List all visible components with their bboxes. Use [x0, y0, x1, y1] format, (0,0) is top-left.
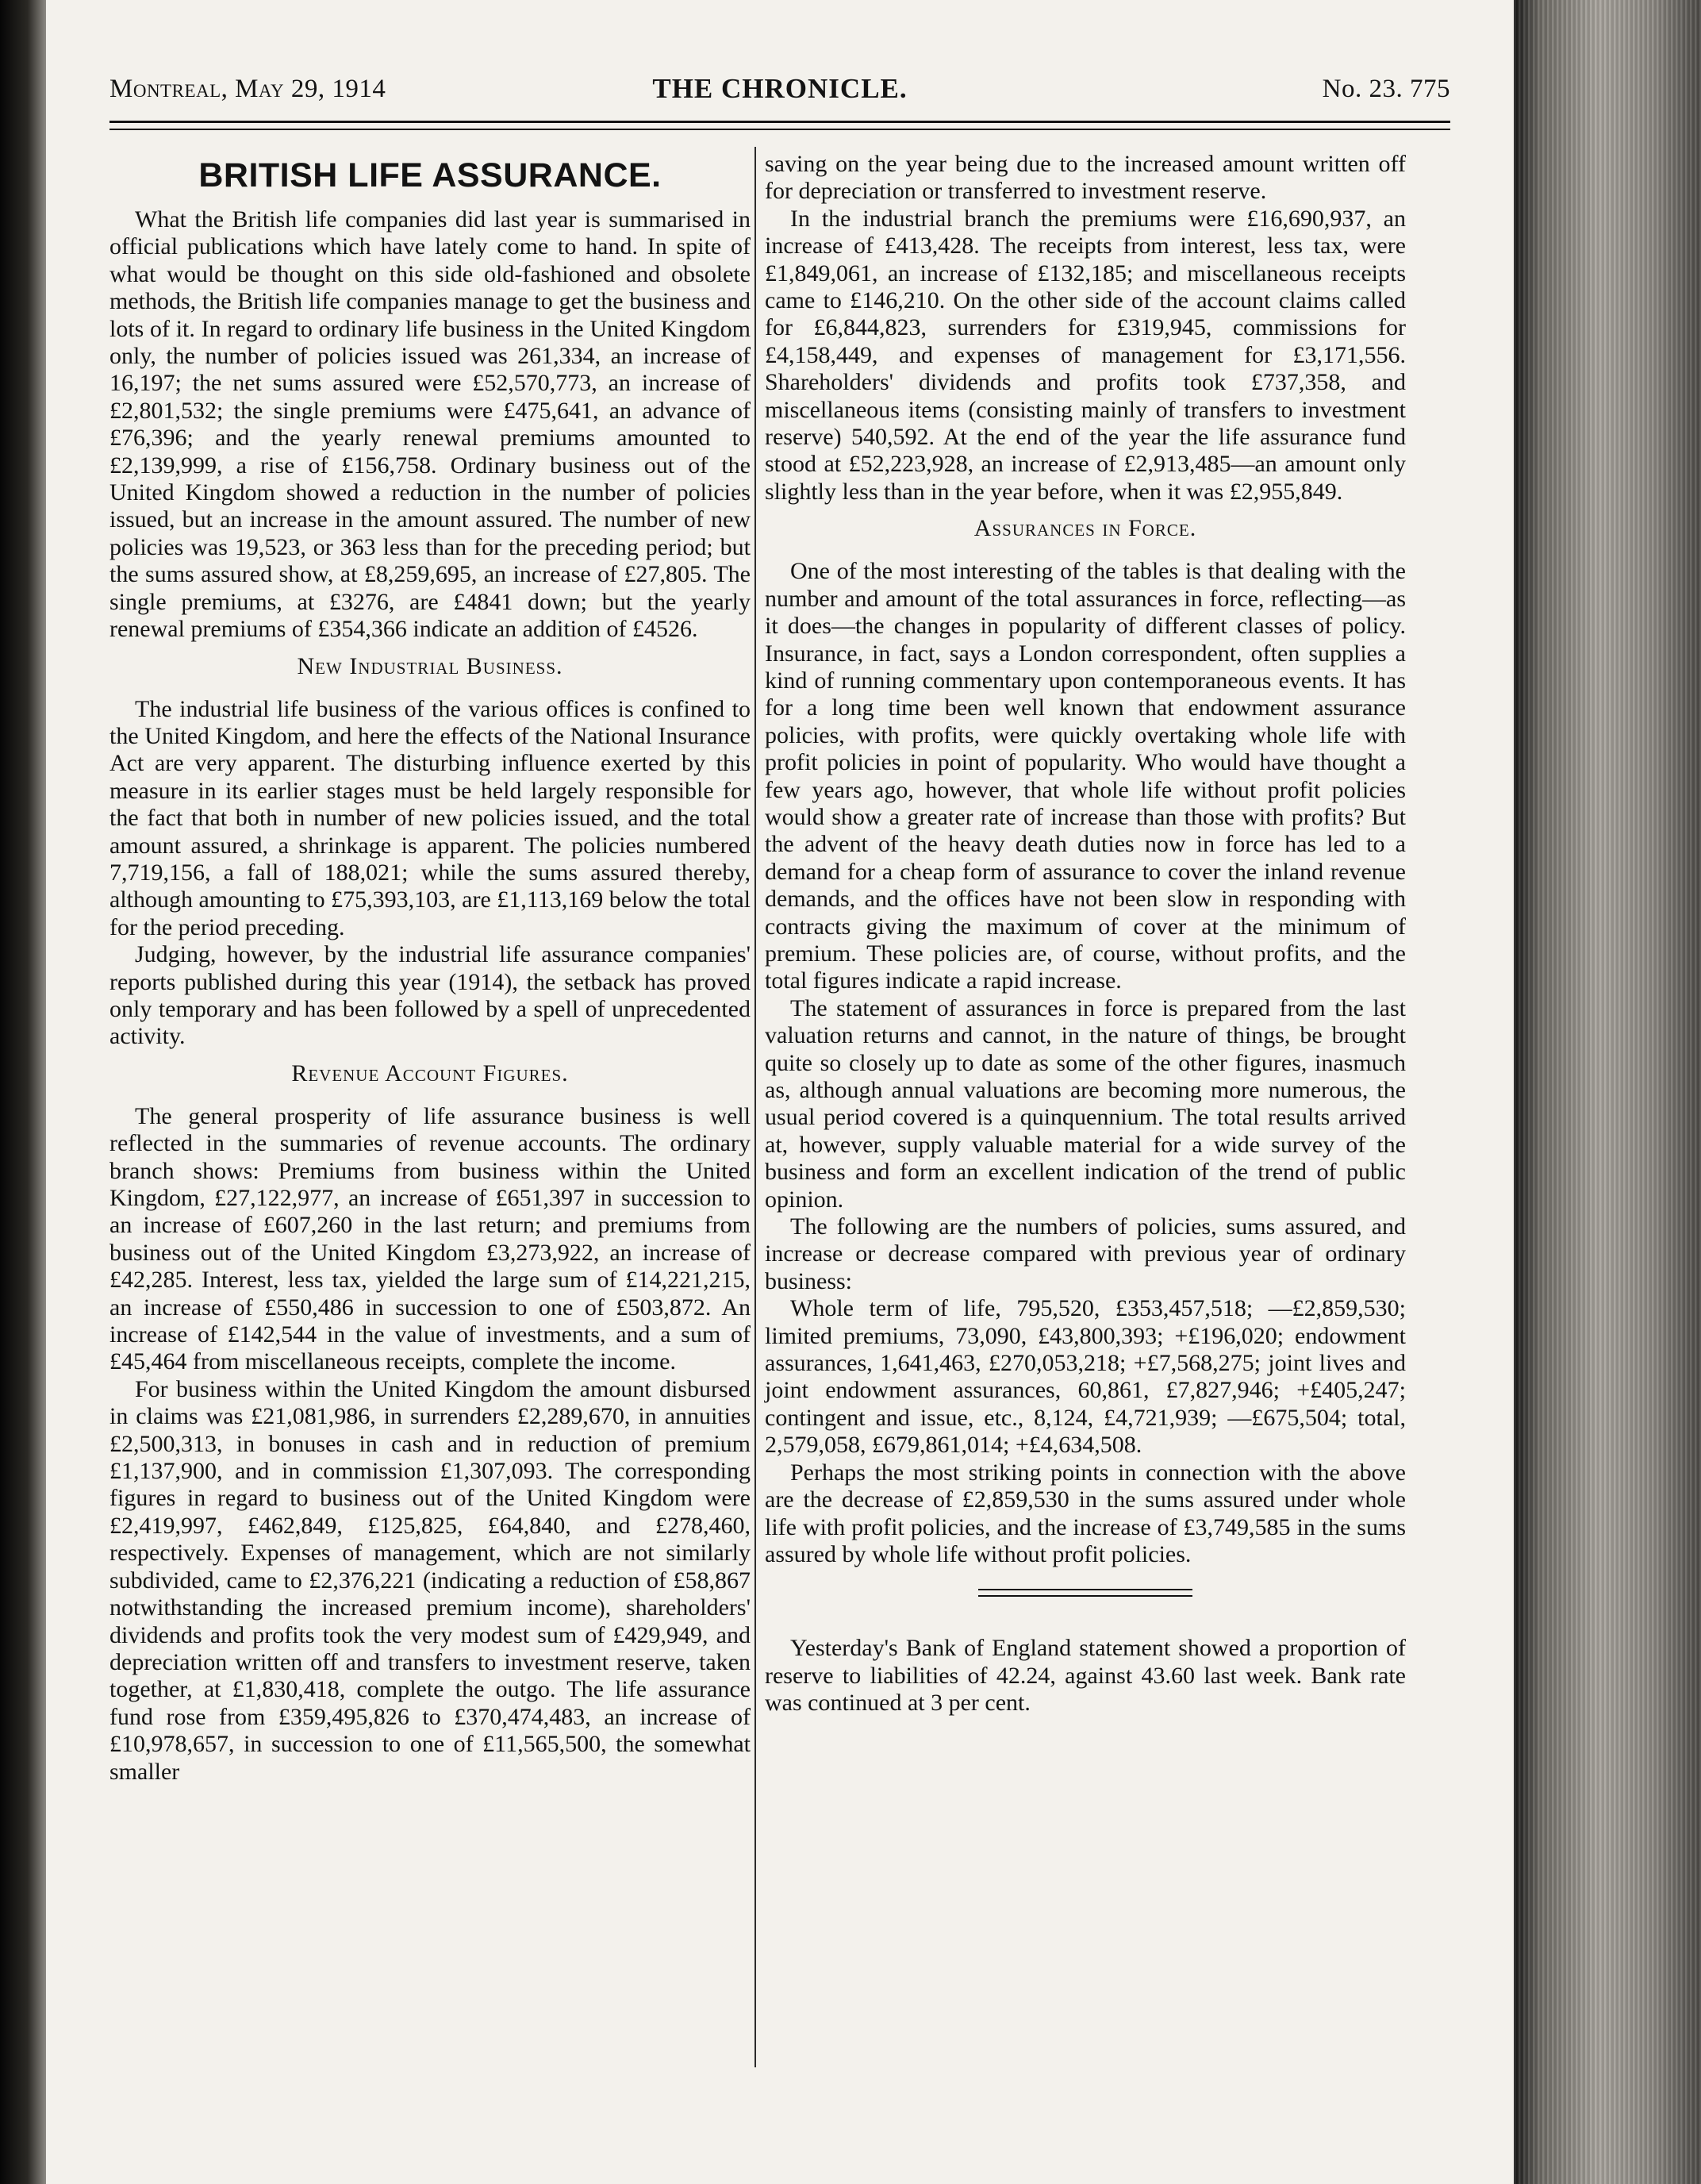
revenue-account-paragraph-1: The general prosperity of life assurance business is well reflected in the summaries of revenue accounts. The ordinary branch shows: Premiums from business within the United Kingdom, £27,122,977, an increase of £651,397 in succession to an increase of £607,260 in the last return; and premiums from business out of the United Kingdom £3,273,922, an increase of £42,285. Interest, less tax, yielded the large sum of £14,221,215, an increase of £550,486 in succession to one of £503,872. An increase of £142,544 in the value of investments, and a sum of £45,464 from miscellaneous receipts, complete the income.	[109, 1102, 751, 1375]
article-headline: BRITISH LIFE ASSURANCE.	[198, 156, 662, 194]
article-end-rule	[978, 1589, 1192, 1597]
scan-left-shadow	[0, 0, 46, 2184]
assurances-paragraph-1: One of the most interesting of the tables is that dealing with the number and amount of the total assurances in force, reflecting—as it does—the changes in popularity of different classes of policy. Insurance, in fact, says a London correspondent, often supplies a kind of running commentary upon contemporaneous events. It has for a long time been well known that endowment assurance policies, with profits, were quickly overtaking whole life with profit policies in point of popularity. Who would have thought a few years ago, however, that whole life without profit policies would show a greater rate of increase than those with profits? But the advent of the heavy death duties now in force has led to a demand for a cheap form of assurance to cover the inland revenue demands, and the offices have not been slow in responding with contracts giving the maximum of cover at the minimum of premium. These policies are, of course, without profits, and the total figures indicate a rapid increase.	[765, 558, 1406, 994]
revenue-account-paragraph-2: For business within the United Kingdom the amount disbursed in claims was £21,081,986, in surrenders £2,289,670, in annuities £2,500,313, in bonuses in cash and in reduction of premium £1,137,900, and in commission £1,307,093. The corresponding figures in regard to business out of the United Kingdom were £2,419,997, £462,849, £125,825, £64,840, and £278,460, respectively. Expenses of management, which are not similarly subdivided, came to £2,376,221 (indicating a reduction of £58,867 notwithstanding the increased premium income), shareholders' dividends and profits took the very modest sum of £429,949, and depreciation written off and transfers to investment reserve, taken together, at £1,830,418, complete the outgo. The life assurance fund rose from £359,495,826 to £370,474,483, an increase of £10,978,657, in succession to one of £11,565,500, the somewhat smaller	[109, 1375, 751, 1785]
article-intro-paragraph: What the British life companies did last year is summarised in official publications which have lately come to hand. In spite of what would be thought on this side old-fashioned and obsolete methods, the British life companies manage to get the business and lots of it. In regard to ordinary life business in the United Kingdom only, the number of policies issued was 261,334, an increase of 16,197; the net sums assured were £52,570,773, an increase of £2,801,532; the single premiums were £475,641, an advance of £76,396; and the yearly renewal premiums amounted to £2,139,999, a rise of £156,758. Ordinary business out of the United Kingdom showed a reduction in the number of policies issued, but an increase in the amount assured. The number of new policies was 19,523, or 363 less than for the preceding period; but the sums assured show, at £8,259,695, an increase of £27,805. The single premiums, at £3276, are £4841 down; but the yearly renewal premiums of £354,366 indicate an addition of £4526.	[109, 206, 751, 643]
subheading-assurances-in-force: Assurances in Force.	[973, 515, 1197, 542]
running-head-page-number: No. 23. 775	[1322, 75, 1450, 103]
bank-of-england-notice: Yesterday's Bank of England statement showed a proportion of reserve to liabilities of 42.24, against 43.60 last week. Bank rate was continued at 3 per cent.	[765, 1635, 1406, 1717]
running-head	[109, 70, 1450, 114]
header-double-rule	[109, 121, 1450, 130]
running-head-title: THE CHRONICLE.	[652, 73, 908, 104]
industrial-branch-paragraph: In the industrial branch the premiums were £16,690,937, an increase of £413,428. The receipts from interest, less tax, were £1,849,061, an increase of £132,185; and miscellaneous receipts came to £146,210. On the other side of the account claims called for £6,844,823, surrenders for £319,945, commissions for £4,158,449, and expenses of management for £3,171,556. Shareholders' dividends and profits took £737,358, and miscellaneous items (consisting mainly of transfers to investment reserve) 540,592. At the end of the year the life assurance fund stood at £52,223,928, an increase of £2,913,485—an amount only slightly less than in the year before, when it was £2,955,849.	[765, 205, 1406, 505]
book-page-edges	[1514, 0, 1701, 2184]
running-head-dateline: Montreal, May 29, 1914	[109, 75, 386, 103]
revenue-account-paragraph-2-continued: saving on the year being due to the increased amount written off for depreciation or transferred to investment reserve.	[765, 151, 1406, 205]
subheading-new-industrial-business: New Industrial Business.	[297, 652, 563, 679]
assurances-paragraph-3: The following are the numbers of policies, sums assured, and increase or decrease compared with previous year of ordinary business:	[765, 1213, 1406, 1294]
left-column	[109, 151, 751, 1786]
assurances-paragraph-2: The statement of assurances in force is prepared from the last valuation returns and cannot, in the nature of things, be brought quite so closely up to date as some of the other figures, inasmuch as, although annual valuations are becoming more numerous, the usual period covered is a quinquennium. The total results arrived at, however, supply valuable material for a wide survey of the business and form an excellent indication of the trend of public opinion.	[765, 994, 1406, 1213]
column-divider	[755, 147, 756, 2067]
subheading-revenue-account-figures: Revenue Account Figures.	[291, 1059, 569, 1086]
assurances-paragraph-5: Perhaps the most striking points in connection with the above are the decrease of £2,859,530 in the sums assured under whole life with profit policies, and the increase of £3,749,585 in the sums assured by whole life without profit policies.	[765, 1459, 1406, 1567]
industrial-business-paragraph-2: Judging, however, by the industrial life assurance companies' reports published during this year (1914), the setback has proved only temporary and has been followed by a spell of unprecedented activity.	[109, 941, 751, 1050]
assurances-figures-paragraph: Whole term of life, 795,520, £353,457,518; —£2,859,530; limited premiums, 73,090, £43,800,393; +£196,020; endowment assurances, 1,641,463, £270,053,218; +£7,568,275; joint lives and joint endowment assurances, 60,861, £7,827,946; +£405,247; contingent and issue, etc., 8,124, £4,721,939; —£675,504; total, 2,579,058, £679,861,014; +£4,634,508.	[765, 1295, 1406, 1459]
right-column	[765, 151, 1406, 1717]
newspaper-page	[46, 0, 1514, 2184]
industrial-business-paragraph-1: The industrial life business of the various offices is confined to the United Kingdom, and here the effects of the National Insurance Act are very apparent. The disturbing influence exerted by this measure in its earlier stages must be held largely responsible for the fact that both in number of new policies issued, and the total amount assured, a shrinkage is apparent. The policies numbered 7,719,156, a fall of 188,021; while the sums assured thereby, although amounting to £75,393,103, are £1,113,169 below the total for the period preceding.	[109, 695, 751, 940]
